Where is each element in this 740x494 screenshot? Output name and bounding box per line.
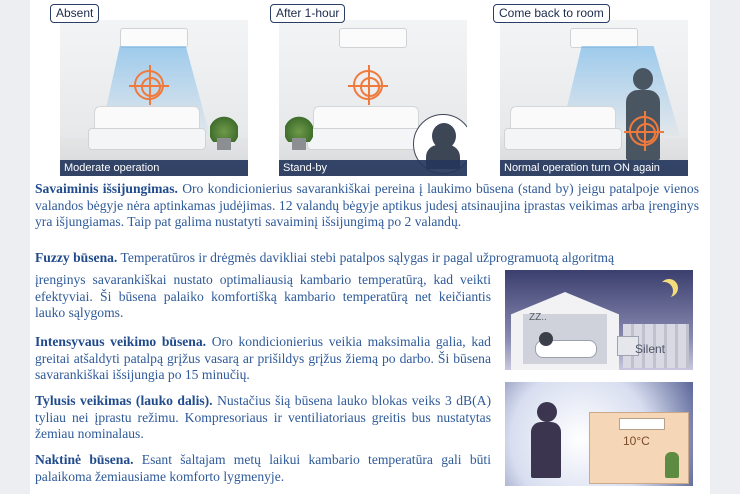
panel-caption: Moderate operation (60, 160, 248, 176)
section-auto-off (35, 181, 699, 231)
section-title: Tylusis veikimas (lauko dalis). (35, 393, 213, 408)
section-title: Naktinė būsena. (35, 452, 134, 467)
plant-pot (292, 138, 306, 150)
section-body: Oro kondicionierius veikia maksimalia galia, kad greitai atšaldyti patalpą grįžus vasarą ar prišildys grįžus žiemą po darbo. Ši būsena savarankiškai išsijungia po 15 minučių. (35, 334, 491, 382)
panel-label-absent: Absent (50, 4, 99, 23)
section-fuzzy-first-line (35, 250, 699, 267)
section-fuzzy-rest: įrenginys savarankiškai nustato optimaliausią kambario temperatūrą, kad veikti efektyviai. Ši būsena palaiko komfortišką kambario temperatūrą net keičiantis lauko sąlygoms. (35, 272, 491, 320)
section-night (35, 452, 491, 485)
sensor-target-icon (353, 70, 383, 100)
sleeping-head (539, 332, 553, 346)
walking-person-body (531, 422, 561, 478)
right-margin (710, 0, 740, 494)
plant-icon (665, 452, 679, 478)
panel-after-1-hour (279, 20, 467, 176)
night-silent-illustration (505, 270, 693, 370)
panel-caption: Normal operation turn ON again (500, 160, 688, 176)
sofa-seat (307, 128, 425, 150)
left-margin (0, 0, 30, 494)
sensor-target-icon (134, 70, 164, 100)
section-title: Intensyvaus veikimo būsena. (35, 334, 207, 349)
sofa-seat (504, 128, 622, 150)
section-quiet (35, 393, 491, 443)
sleep-zz-text: ZZ.. (529, 312, 547, 323)
section-body: Temperatūros ir drėgmės davikliai stebi patalpos sąlygas ir pagal užprogramuotą algoritmą (117, 250, 615, 265)
air-conditioner-icon (339, 28, 407, 48)
temperature-label: 10°C (623, 434, 650, 448)
panel-label-after-1-hour: After 1-hour (270, 4, 345, 23)
air-conditioner-icon (120, 28, 188, 48)
moon-icon (655, 282, 673, 300)
heating-illustration (505, 382, 693, 486)
section-title: Savaiminis išsijungimas. (35, 181, 178, 196)
plant-pot (217, 138, 231, 150)
walking-person-icon (537, 402, 557, 422)
sensor-target-icon (629, 116, 659, 146)
panel-caption: Stand-by (279, 160, 467, 176)
silent-label: Silent (635, 342, 666, 356)
section-body: Oro kondicionierius savarankiškai pereina į laukimo būsena (stand by) jeigu patalpoje vienos valandos bėgyje nėra aptinkamas judėjimas. 12 valandų bėgyje aptikus judesį atsinaujina įprastas veikimas arba įrenginys yra išjungiamas. Taip pat galima nustatyti savaiminį išsijungimą po 2 valandų. (35, 181, 699, 229)
sofa-seat (88, 128, 206, 150)
panel-label-come-back: Come back to room (493, 4, 610, 23)
air-conditioner-icon (570, 28, 638, 48)
section-body: Esant šaltajam metų laikui kambario temperatūra gali būti palaikoma žemiausiame komforto lygmenyje. (35, 452, 491, 484)
section-body: Nustačius šią būsena lauko blokas veiks 3 dB(A) tyliau nei įprastu režimu. Kompresoriaus ir ventiliatoriaus greitis bus nustatytas žemiau nominalaus. (35, 393, 491, 441)
section-intensive (35, 334, 491, 384)
person-head (633, 68, 653, 90)
panel-absent (60, 20, 248, 176)
section-title: Fuzzy būsena. (35, 250, 118, 265)
panel-come-back (500, 20, 688, 176)
indoor-unit-icon (619, 418, 665, 430)
